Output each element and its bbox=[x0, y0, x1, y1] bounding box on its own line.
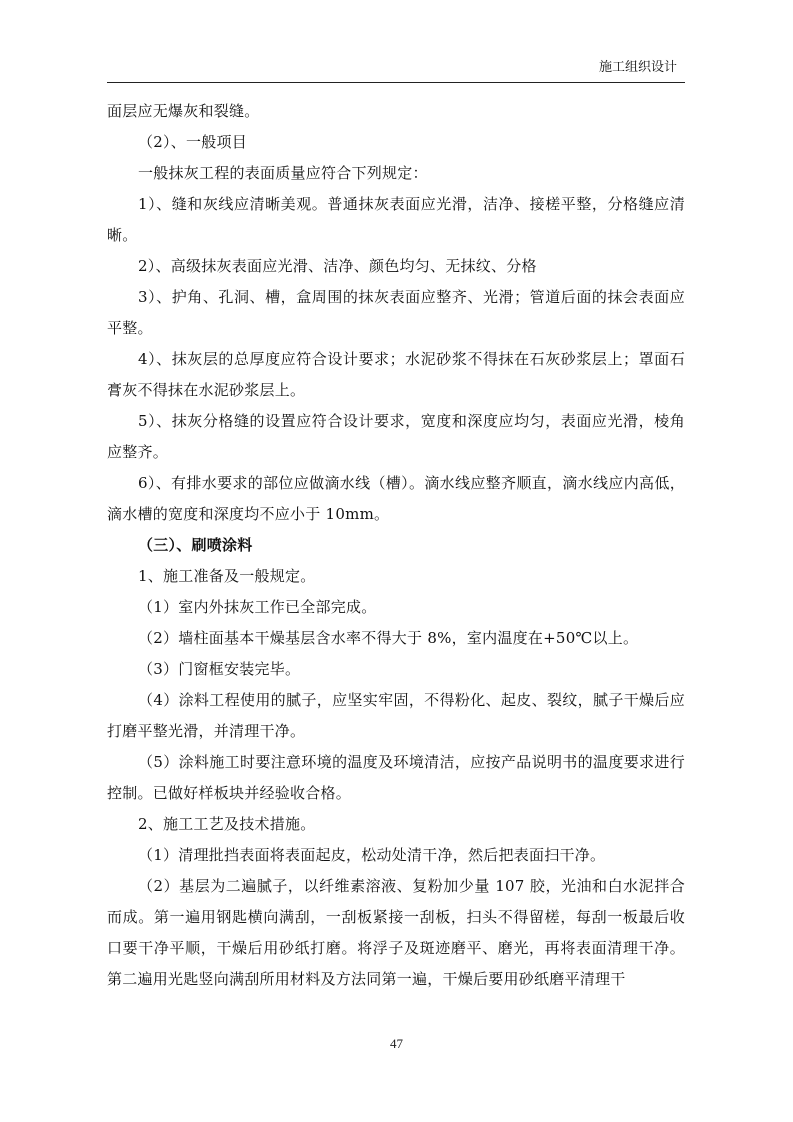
list-item: （3）门窗框安装完毕。 bbox=[138, 660, 301, 678]
list-item: （1）清理批挡表面将表面起皮，松动处清干净，然后把表面扫干净。 bbox=[138, 846, 606, 864]
header-title: 施工组织设计 bbox=[598, 60, 677, 75]
subheading-techniques: 2、施工工艺及技术措施。 bbox=[138, 815, 316, 833]
list-item: （1）室内外抹灰工作已全部完成。 bbox=[138, 598, 377, 616]
section-heading-painting: （三）、刷喷涂料 bbox=[138, 536, 253, 554]
paragraph: 一般抹灰工程的表面质量应符合下列规定： bbox=[138, 164, 428, 182]
list-item: （5）涂料施工时要注意环境的温度及环境清洁，应按产品说明书的温度要求进行控制。已做好样板块并经验收合格。 bbox=[107, 753, 685, 802]
list-item: （4）涂料工程使用的腻子，应坚实牢固，不得粉化、起皮、裂纹，腻子干燥后应打磨平整光滑，并清理干净。 bbox=[107, 691, 685, 740]
list-item: 6）、有排水要求的部位应做滴水线（槽）。滴水线应整齐顺直，滴水线应内高低，滴水槽的宽度和深度均不应小于 10mm。 bbox=[107, 474, 685, 523]
page-number: 47 bbox=[390, 1036, 403, 1051]
paragraph-continuation: 面层应无爆灰和裂缝。 bbox=[107, 102, 260, 120]
list-item: 4）、抹灰层的总厚度应符合设计要求；水泥砂浆不得抹在石灰砂浆层上；罩面石膏灰不得抹在水泥砂浆层上。 bbox=[107, 350, 685, 399]
list-item: （2）墙柱面基本干燥基层含水率不得大于 8%，室内温度在+50℃以上。 bbox=[138, 629, 639, 647]
list-item: 2）、高级抹灰表面应光滑、洁净、颜色均匀、无抹纹、分格 bbox=[138, 257, 537, 275]
body-text bbox=[107, 96, 685, 995]
header-rule bbox=[107, 82, 685, 83]
list-item: 3）、护角、孔洞、槽，盒周围的抹灰表面应整齐、光滑；管道后面的抹会表面应平整。 bbox=[107, 288, 685, 337]
list-item: 5）、抹灰分格缝的设置应符合设计要求，宽度和深度应均匀，表面应光滑，棱角应整齐。 bbox=[107, 412, 685, 461]
list-item: （2）基层为二遍腻子，以纤维素溶液、复粉加少量 107 胶，光油和白水泥拌合而成。第一遍用钢匙横向满刮，一刮板紧接一刮板，扫头不得留槎，每刮一板最后收口要干净平顺，干燥后用砂纸打磨。将浮子及斑迹磨平、磨光，再将表面清理干净。第二遍用光匙竖向满刮所用材料及方法同第一遍，干燥后要用砂纸磨平清理干 bbox=[107, 877, 685, 988]
subheading-preparation: 1、施工准备及一般规定。 bbox=[138, 567, 316, 585]
list-item: 1）、缝和灰线应清晰美观。普通抹灰表面应光滑，洁净、接槎平整，分格缝应清晰。 bbox=[107, 195, 685, 244]
subheading-general-items: （2）、一般项目 bbox=[138, 133, 248, 151]
